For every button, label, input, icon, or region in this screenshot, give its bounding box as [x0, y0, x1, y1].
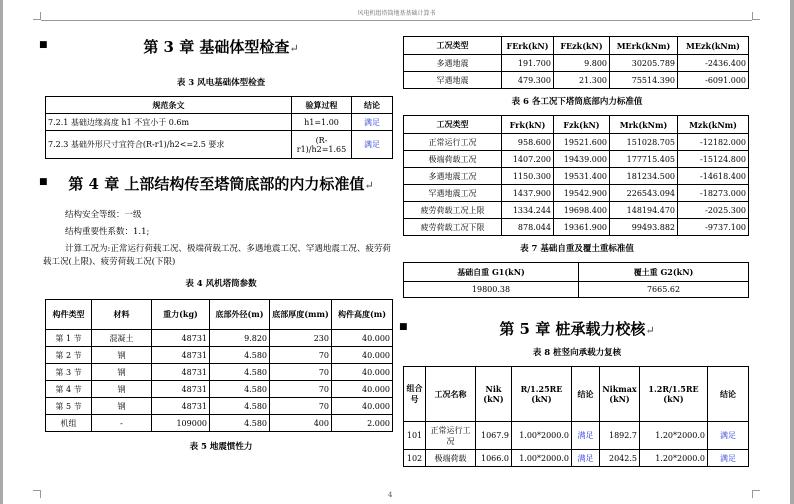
conditions-text: 计算工况为:正常运行荷载工况、极端荷载工况、多遇地震工况、罕遇地震工况、疲劳荷载工况(上限)、疲劳荷载工况(下限)	[43, 244, 391, 267]
table-7	[403, 262, 749, 298]
table-header: 覆土重 G2(kN)	[579, 263, 749, 282]
crop-mark	[33, 12, 41, 20]
running-header: 风电机组塔筒地基基础计算书	[357, 10, 436, 17]
table-4-caption: 表 4 风机塔筒参数	[185, 279, 257, 289]
table-row: 多遇地震 191.700 9.800 30205.789 -2436.400	[404, 55, 749, 72]
table-header: 结论	[708, 367, 749, 422]
chapter-5-title: ■ 第 5 章 桩承载力校核↵	[399, 320, 655, 338]
right-column	[399, 36, 751, 467]
table-header: 结论	[572, 367, 600, 422]
table-5-caption: 表 5 地震惯性力	[189, 442, 253, 452]
table-header: Fzk(kN)	[554, 116, 610, 134]
table-row: 罕遇地震 479.300 21.300 75514.390 -6091.000	[404, 72, 749, 89]
table-header: 构件高度(m)	[332, 300, 393, 330]
table-row: 罕遇地震工况 1437.900 19542.900 226543.094 -18273.000	[404, 185, 749, 202]
crop-mark	[752, 12, 760, 20]
table-header: R/1.25RE (kN)	[512, 367, 572, 422]
table-header: 规范条文	[46, 97, 292, 114]
table-row: 7.2.3 基础外形尺寸宜符合(R-r1)/h2<=2.5 要求 (R-r1)/h2=1.65 满足	[46, 131, 393, 159]
table-header: 结论	[352, 97, 393, 114]
table-header: 构件类型	[46, 300, 92, 330]
table-row: 第 3 节 钢 48731 4.580 70 40.000	[46, 364, 393, 381]
table-6-caption: 表 6 各工况下塔筒底部内力标准值	[511, 97, 643, 107]
table-7-caption: 表 7 基础自重及覆土重标准值	[520, 244, 634, 254]
heading-bullet-icon: ■	[39, 40, 48, 50]
chapter-4-title: ■ 第 4 章 上部结构传至塔筒底部的内力标准值↵	[39, 175, 374, 193]
table-header: 材料	[92, 300, 152, 330]
table-header: Nikmax (kN)	[600, 367, 640, 422]
table-8	[403, 366, 749, 467]
table-header: Mzk(kNm)	[678, 116, 749, 134]
table-header: Frk(kN)	[502, 116, 554, 134]
table-header: FEzk(kN)	[554, 37, 610, 55]
table-4	[45, 299, 393, 432]
table-row: 疲劳荷载工况上限 1334.244 19698.400 148194.470 -2025.300	[404, 202, 749, 219]
crop-mark	[33, 490, 41, 498]
table-row: 102 极端荷载 1066.0 1.00*2000.0 满足 2042.5 1.20*2000.0 满足	[404, 450, 749, 467]
table-header: 验算过程	[292, 97, 352, 114]
table-row: 正常运行工况 958.600 19521.600 151028.705 -12182.000	[404, 134, 749, 151]
table-row: 多遇地震工况 1150.300 19531.400 181234.500 -14618.400	[404, 168, 749, 185]
table-row: 第 4 节 钢 48731 4.580 70 40.000	[46, 381, 393, 398]
importance-text: 结构重要性系数：1.1;	[65, 227, 150, 237]
table-header: 基础自重 G1(kN)	[404, 263, 579, 282]
page-number: 4	[388, 491, 393, 499]
document-page	[3, 0, 790, 504]
table-6	[403, 115, 749, 236]
table-header: FErk(kN)	[502, 37, 554, 55]
table-row: 101 正常运行工况 1067.9 1.00*2000.0 满足 1892.7 1.20*2000.0 满足	[404, 422, 749, 450]
table-header: Mrk(kNm)	[610, 116, 678, 134]
table-header: 组合号	[404, 367, 426, 422]
table-row: 疲劳荷载工况下限 878.044 19361.900 99493.882 -9737.100	[404, 219, 749, 236]
table-header: Nik (kN)	[476, 367, 512, 422]
table-8-caption: 表 8 桩竖向承载力复核	[532, 348, 622, 358]
table-header: MErk(kNm)	[610, 37, 678, 55]
table-row: 机组 - 109000 4.580 400 2.000	[46, 415, 393, 432]
table-5	[403, 36, 749, 89]
table-row: 极端荷载工况 1407.200 19439.000 177715.405 -15124.800	[404, 151, 749, 168]
table-header: 工况类型	[404, 116, 502, 134]
crop-mark	[752, 490, 760, 498]
table-header: 底部厚度(mm)	[270, 300, 332, 330]
table-header: 工况名称	[426, 367, 476, 422]
table-row: 7.2.1 基础边缘高度 h1 不宜小于 0.6m h1=1.00 满足	[46, 114, 393, 131]
chapter-3-title: ■ 第 3 章 基础体型检查↵	[39, 38, 299, 56]
table-3-caption: 表 3 风电基础体型检查	[176, 78, 266, 88]
heading-bullet-icon: ■	[39, 177, 48, 187]
left-column	[39, 36, 399, 452]
table-3	[45, 96, 393, 159]
table-row: 第 1 节 混凝土 48731 9.820 230 40.000	[46, 330, 393, 347]
heading-bullet-icon: ■	[399, 322, 408, 332]
table-header: 工况类型	[404, 37, 502, 55]
table-row: 第 2 节 钢 48731 4.580 70 40.000	[46, 347, 393, 364]
table-header: 重力(kg)	[152, 300, 210, 330]
table-row: 19800.38 7665.62	[404, 282, 749, 298]
table-header: MEzk(kNm)	[678, 37, 749, 55]
table-header: 1.2R/1.5RE (kN)	[640, 367, 708, 422]
safety-level-text: 结构安全等级：一级	[65, 210, 142, 220]
table-row: 第 5 节 钢 48731 4.580 70 40.000	[46, 398, 393, 415]
header-divider	[41, 20, 752, 21]
table-header: 底部外径(m)	[210, 300, 270, 330]
